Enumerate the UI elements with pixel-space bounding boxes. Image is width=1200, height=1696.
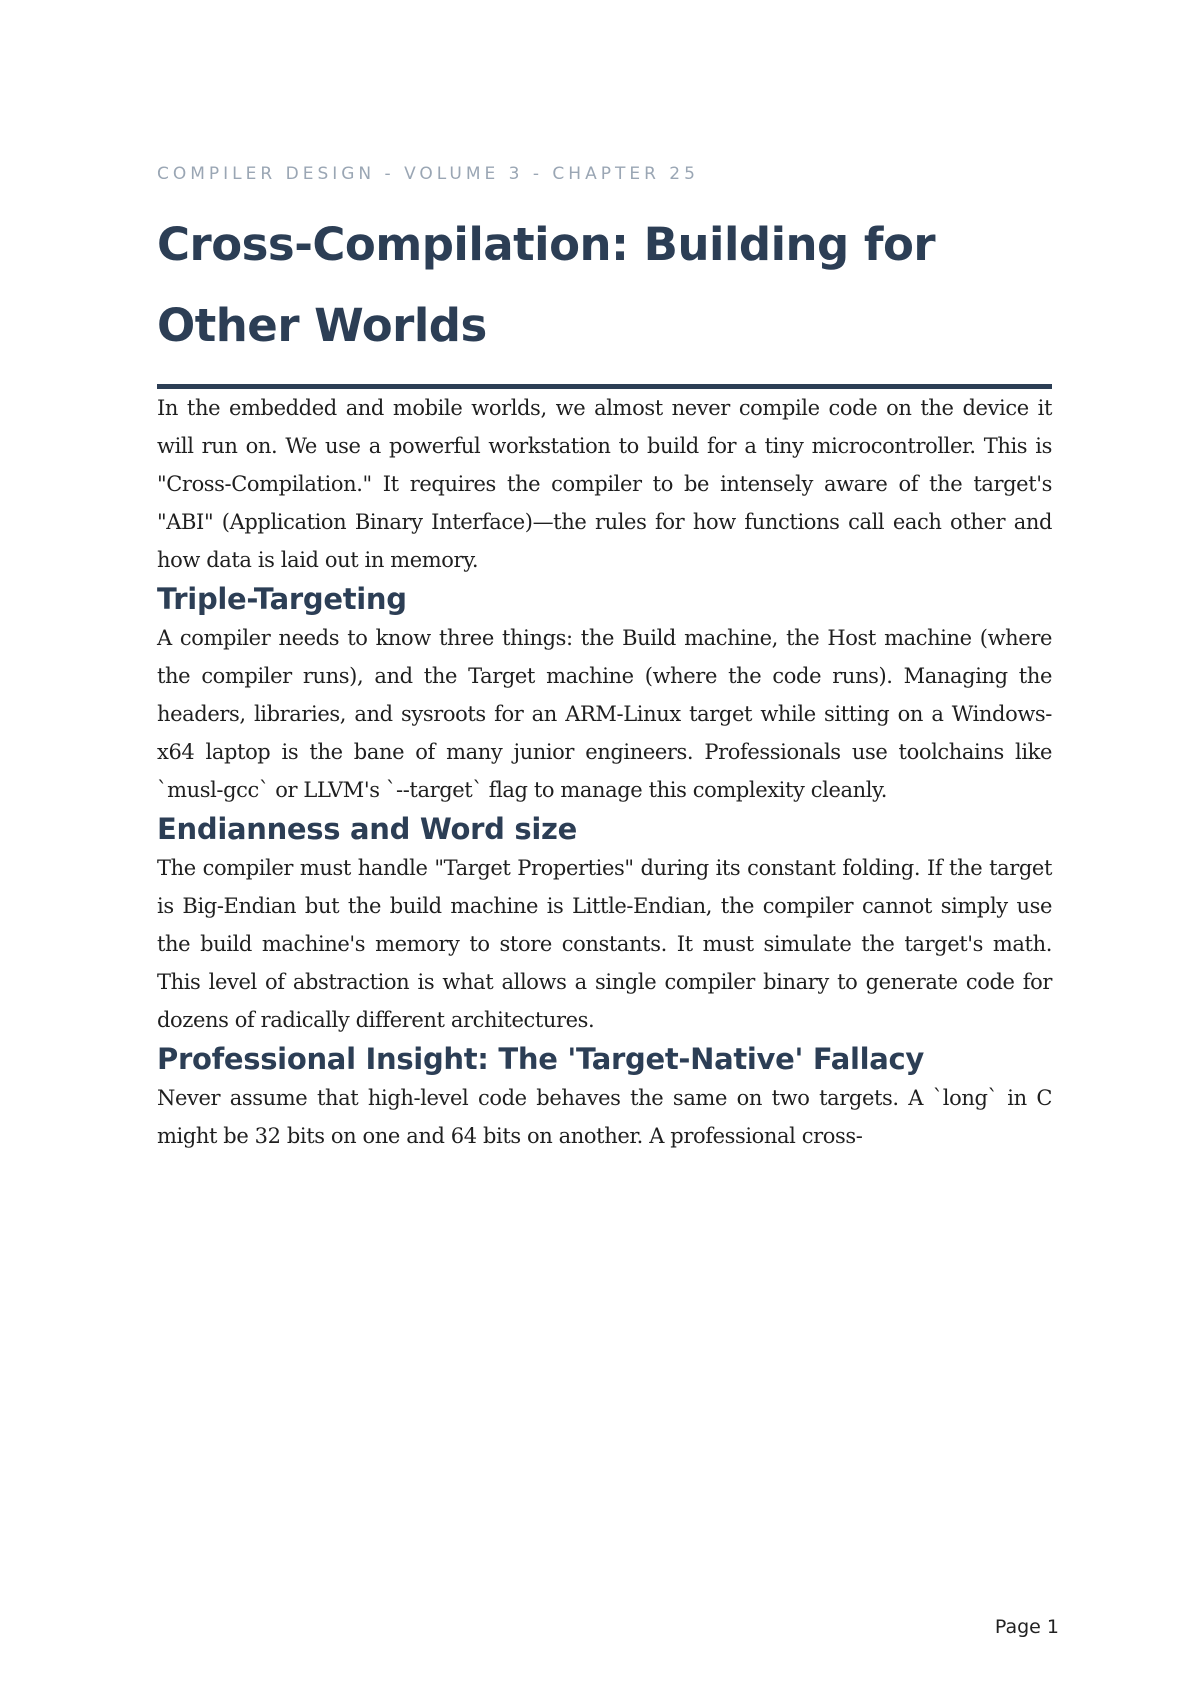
document-page	[157, 158, 1052, 1155]
page-title: Cross-Compilation: Building for Other Worlds	[157, 218, 936, 352]
page-number: Page 1	[994, 1616, 1059, 1638]
section-body-professional-insight: Never assume that high-level code behaves the same on two targets. A `long` in C might be 32 bits on one and 64 bits on another. A professional cross-	[157, 1086, 1052, 1148]
section-heading-endianness: Endianness and Word size	[157, 812, 577, 846]
section-body-endianness: The compiler must handle "Target Properties" during its constant folding. If the target is Big-Endian but the build machine is Little-Endian, the compiler cannot simply use the build machine's memory to store constants. It must simulate the target's math. This level of abstraction is what allows a single compiler binary to generate code for dozens of radically different architectures.	[157, 856, 1052, 1032]
section-heading-triple-targeting: Triple-Targeting	[157, 582, 407, 616]
chapter-eyebrow: COMPILER DESIGN - VOLUME 3 - CHAPTER 25	[157, 164, 699, 184]
section-body-triple-targeting: A compiler needs to know three things: the Build machine, the Host machine (where the compiler runs), and the Target machine (where the code runs). Managing the headers, libraries, and sysroots for an ARM-Linux target while sitting on a Windows-x64 laptop is the bane of many junior engineers. Professionals use toolchains like `musl-gcc` or LLVM's `--target` flag to manage this complexity cleanly.	[157, 626, 1052, 802]
intro-paragraph: In the embedded and mobile worlds, we almost never compile code on the device it will run on. We use a powerful workstation to build for a tiny microcontroller. This is "Cross-Compilation." It requires the compiler to be intensely aware of the target's "ABI" (Application Binary Interface)—the rules for how functions call each other and how data is laid out in memory.	[157, 396, 1052, 572]
section-heading-professional-insight: Professional Insight: The 'Target-Native' Fallacy	[157, 1042, 925, 1076]
